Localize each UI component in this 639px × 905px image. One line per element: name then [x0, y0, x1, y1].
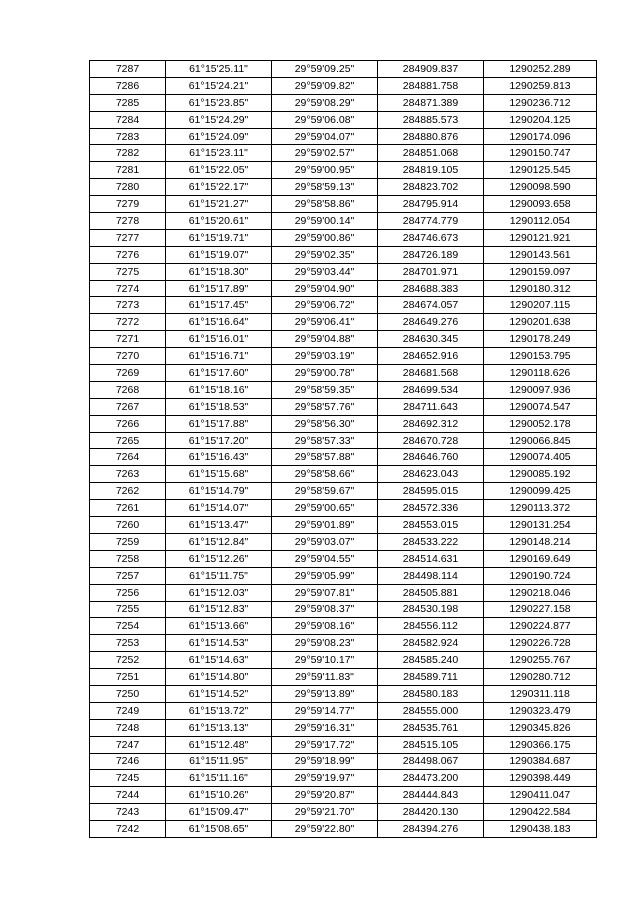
- latitude-cell: 61°15'12.84": [166, 533, 272, 550]
- longitude-cell: 29°59'04.07": [272, 128, 378, 145]
- point-id-cell: 7251: [90, 669, 166, 686]
- point-id-cell: 7266: [90, 415, 166, 432]
- y-coordinate-cell: 1290153.795: [484, 348, 597, 365]
- point-id-cell: 7278: [90, 213, 166, 230]
- y-coordinate-cell: 1290190.724: [484, 567, 597, 584]
- longitude-cell: 29°59'08.29": [272, 94, 378, 111]
- x-coordinate-cell: 284885.573: [378, 111, 484, 128]
- x-coordinate-cell: 284394.276: [378, 821, 484, 838]
- x-coordinate-cell: 284630.345: [378, 331, 484, 348]
- x-coordinate-cell: 284515.105: [378, 736, 484, 753]
- table-row: [90, 466, 597, 483]
- point-id-cell: 7264: [90, 449, 166, 466]
- table-row: [90, 804, 597, 821]
- y-coordinate-cell: 1290207.115: [484, 297, 597, 314]
- latitude-cell: 61°15'25.11": [166, 61, 272, 78]
- latitude-cell: 61°15'18.53": [166, 398, 272, 415]
- table-row: [90, 618, 597, 635]
- table-row: [90, 584, 597, 601]
- x-coordinate-cell: 284688.383: [378, 280, 484, 297]
- latitude-cell: 61°15'13.72": [166, 702, 272, 719]
- longitude-cell: 29°58'57.88": [272, 449, 378, 466]
- latitude-cell: 61°15'19.71": [166, 229, 272, 246]
- x-coordinate-cell: 284701.971: [378, 263, 484, 280]
- point-id-cell: 7276: [90, 246, 166, 263]
- point-id-cell: 7263: [90, 466, 166, 483]
- longitude-cell: 29°59'20.87": [272, 787, 378, 804]
- latitude-cell: 61°15'14.07": [166, 500, 272, 517]
- table-row: [90, 550, 597, 567]
- point-id-cell: 7274: [90, 280, 166, 297]
- latitude-cell: 61°15'12.03": [166, 584, 272, 601]
- y-coordinate-cell: 1290384.687: [484, 753, 597, 770]
- latitude-cell: 61°15'17.45": [166, 297, 272, 314]
- coordinates-table-body: [90, 61, 597, 838]
- y-coordinate-cell: 1290280.712: [484, 669, 597, 686]
- y-coordinate-cell: 1290236.712: [484, 94, 597, 111]
- longitude-cell: 29°58'59.67": [272, 483, 378, 500]
- longitude-cell: 29°59'03.44": [272, 263, 378, 280]
- latitude-cell: 61°15'12.26": [166, 550, 272, 567]
- y-coordinate-cell: 1290121.921: [484, 229, 597, 246]
- x-coordinate-cell: 284498.067: [378, 753, 484, 770]
- longitude-cell: 29°59'00.86": [272, 229, 378, 246]
- table-row: [90, 787, 597, 804]
- y-coordinate-cell: 1290118.626: [484, 365, 597, 382]
- latitude-cell: 61°15'15.68": [166, 466, 272, 483]
- y-coordinate-cell: 1290323.479: [484, 702, 597, 719]
- y-coordinate-cell: 1290093.658: [484, 196, 597, 213]
- point-id-cell: 7262: [90, 483, 166, 500]
- longitude-cell: 29°59'11.83": [272, 669, 378, 686]
- table-row: [90, 77, 597, 94]
- latitude-cell: 61°15'14.53": [166, 635, 272, 652]
- table-row: [90, 111, 597, 128]
- x-coordinate-cell: 284582.924: [378, 635, 484, 652]
- latitude-cell: 61°15'22.05": [166, 162, 272, 179]
- y-coordinate-cell: 1290422.584: [484, 804, 597, 821]
- latitude-cell: 61°15'21.27": [166, 196, 272, 213]
- latitude-cell: 61°15'14.80": [166, 669, 272, 686]
- y-coordinate-cell: 1290074.405: [484, 449, 597, 466]
- latitude-cell: 61°15'23.11": [166, 145, 272, 162]
- x-coordinate-cell: 284649.276: [378, 314, 484, 331]
- latitude-cell: 61°15'22.17": [166, 179, 272, 196]
- y-coordinate-cell: 1290345.826: [484, 719, 597, 736]
- point-id-cell: 7244: [90, 787, 166, 804]
- x-coordinate-cell: 284795.914: [378, 196, 484, 213]
- point-id-cell: 7256: [90, 584, 166, 601]
- longitude-cell: 29°59'00.14": [272, 213, 378, 230]
- table-row: [90, 128, 597, 145]
- x-coordinate-cell: 284420.130: [378, 804, 484, 821]
- y-coordinate-cell: 1290099.425: [484, 483, 597, 500]
- table-row: [90, 213, 597, 230]
- x-coordinate-cell: 284774.779: [378, 213, 484, 230]
- latitude-cell: 61°15'14.79": [166, 483, 272, 500]
- longitude-cell: 29°59'09.25": [272, 61, 378, 78]
- longitude-cell: 29°58'58.66": [272, 466, 378, 483]
- x-coordinate-cell: 284555.000: [378, 702, 484, 719]
- x-coordinate-cell: 284652.916: [378, 348, 484, 365]
- table-row: [90, 179, 597, 196]
- latitude-cell: 61°15'16.43": [166, 449, 272, 466]
- x-coordinate-cell: 284444.843: [378, 787, 484, 804]
- longitude-cell: 29°59'02.57": [272, 145, 378, 162]
- latitude-cell: 61°15'13.47": [166, 517, 272, 534]
- point-id-cell: 7265: [90, 432, 166, 449]
- x-coordinate-cell: 284473.200: [378, 770, 484, 787]
- y-coordinate-cell: 1290169.649: [484, 550, 597, 567]
- y-coordinate-cell: 1290411.047: [484, 787, 597, 804]
- table-row: [90, 821, 597, 838]
- table-row: [90, 483, 597, 500]
- x-coordinate-cell: 284819.105: [378, 162, 484, 179]
- point-id-cell: 7280: [90, 179, 166, 196]
- longitude-cell: 29°59'14.77": [272, 702, 378, 719]
- coordinates-table: [89, 60, 597, 838]
- latitude-cell: 61°15'14.52": [166, 685, 272, 702]
- x-coordinate-cell: 284871.389: [378, 94, 484, 111]
- latitude-cell: 61°15'17.20": [166, 432, 272, 449]
- longitude-cell: 29°58'57.76": [272, 398, 378, 415]
- latitude-cell: 61°15'23.85": [166, 94, 272, 111]
- x-coordinate-cell: 284498.114: [378, 567, 484, 584]
- longitude-cell: 29°58'58.86": [272, 196, 378, 213]
- x-coordinate-cell: 284589.711: [378, 669, 484, 686]
- y-coordinate-cell: 1290227.158: [484, 601, 597, 618]
- table-row: [90, 770, 597, 787]
- x-coordinate-cell: 284553.015: [378, 517, 484, 534]
- table-row: [90, 415, 597, 432]
- longitude-cell: 29°59'22.80": [272, 821, 378, 838]
- table-row: [90, 601, 597, 618]
- x-coordinate-cell: 284535.761: [378, 719, 484, 736]
- latitude-cell: 61°15'24.21": [166, 77, 272, 94]
- y-coordinate-cell: 1290098.590: [484, 179, 597, 196]
- table-row: [90, 246, 597, 263]
- point-id-cell: 7287: [90, 61, 166, 78]
- longitude-cell: 29°59'03.19": [272, 348, 378, 365]
- longitude-cell: 29°59'21.70": [272, 804, 378, 821]
- latitude-cell: 61°15'24.09": [166, 128, 272, 145]
- x-coordinate-cell: 284514.631: [378, 550, 484, 567]
- longitude-cell: 29°59'19.97": [272, 770, 378, 787]
- longitude-cell: 29°59'06.72": [272, 297, 378, 314]
- table-row: [90, 280, 597, 297]
- table-row: [90, 500, 597, 517]
- longitude-cell: 29°59'13.89": [272, 685, 378, 702]
- table-row: [90, 61, 597, 78]
- point-id-cell: 7250: [90, 685, 166, 702]
- x-coordinate-cell: 284880.876: [378, 128, 484, 145]
- y-coordinate-cell: 1290112.054: [484, 213, 597, 230]
- y-coordinate-cell: 1290252.289: [484, 61, 597, 78]
- longitude-cell: 29°59'16.31": [272, 719, 378, 736]
- table-row: [90, 398, 597, 415]
- longitude-cell: 29°59'08.23": [272, 635, 378, 652]
- latitude-cell: 61°15'19.07": [166, 246, 272, 263]
- latitude-cell: 61°15'12.83": [166, 601, 272, 618]
- x-coordinate-cell: 284851.068: [378, 145, 484, 162]
- y-coordinate-cell: 1290311.118: [484, 685, 597, 702]
- y-coordinate-cell: 1290180.312: [484, 280, 597, 297]
- x-coordinate-cell: 284674.057: [378, 297, 484, 314]
- point-id-cell: 7252: [90, 652, 166, 669]
- point-id-cell: 7277: [90, 229, 166, 246]
- y-coordinate-cell: 1290259.813: [484, 77, 597, 94]
- latitude-cell: 61°15'17.89": [166, 280, 272, 297]
- y-coordinate-cell: 1290125.545: [484, 162, 597, 179]
- point-id-cell: 7281: [90, 162, 166, 179]
- point-id-cell: 7254: [90, 618, 166, 635]
- x-coordinate-cell: 284670.728: [378, 432, 484, 449]
- longitude-cell: 29°59'03.07": [272, 533, 378, 550]
- point-id-cell: 7253: [90, 635, 166, 652]
- latitude-cell: 61°15'20.61": [166, 213, 272, 230]
- longitude-cell: 29°59'10.17": [272, 652, 378, 669]
- longitude-cell: 29°59'06.41": [272, 314, 378, 331]
- longitude-cell: 29°59'08.16": [272, 618, 378, 635]
- longitude-cell: 29°58'57.33": [272, 432, 378, 449]
- point-id-cell: 7247: [90, 736, 166, 753]
- longitude-cell: 29°59'04.55": [272, 550, 378, 567]
- latitude-cell: 61°15'17.60": [166, 365, 272, 382]
- y-coordinate-cell: 1290201.638: [484, 314, 597, 331]
- x-coordinate-cell: 284556.112: [378, 618, 484, 635]
- latitude-cell: 61°15'16.64": [166, 314, 272, 331]
- point-id-cell: 7248: [90, 719, 166, 736]
- y-coordinate-cell: 1290398.449: [484, 770, 597, 787]
- point-id-cell: 7245: [90, 770, 166, 787]
- point-id-cell: 7269: [90, 365, 166, 382]
- table-row: [90, 381, 597, 398]
- y-coordinate-cell: 1290113.372: [484, 500, 597, 517]
- point-id-cell: 7243: [90, 804, 166, 821]
- longitude-cell: 29°59'05.99": [272, 567, 378, 584]
- point-id-cell: 7261: [90, 500, 166, 517]
- y-coordinate-cell: 1290085.192: [484, 466, 597, 483]
- point-id-cell: 7258: [90, 550, 166, 567]
- y-coordinate-cell: 1290131.254: [484, 517, 597, 534]
- table-row: [90, 753, 597, 770]
- point-id-cell: 7271: [90, 331, 166, 348]
- table-row: [90, 297, 597, 314]
- x-coordinate-cell: 284530.198: [378, 601, 484, 618]
- longitude-cell: 29°59'02.35": [272, 246, 378, 263]
- y-coordinate-cell: 1290218.046: [484, 584, 597, 601]
- y-coordinate-cell: 1290366.175: [484, 736, 597, 753]
- y-coordinate-cell: 1290178.249: [484, 331, 597, 348]
- table-row: [90, 533, 597, 550]
- point-id-cell: 7273: [90, 297, 166, 314]
- table-row: [90, 162, 597, 179]
- y-coordinate-cell: 1290066.845: [484, 432, 597, 449]
- table-row: [90, 669, 597, 686]
- latitude-cell: 61°15'18.16": [166, 381, 272, 398]
- longitude-cell: 29°59'00.65": [272, 500, 378, 517]
- x-coordinate-cell: 284646.760: [378, 449, 484, 466]
- table-row: [90, 331, 597, 348]
- x-coordinate-cell: 284533.222: [378, 533, 484, 550]
- latitude-cell: 61°15'12.48": [166, 736, 272, 753]
- longitude-cell: 29°58'59.35": [272, 381, 378, 398]
- table-row: [90, 567, 597, 584]
- latitude-cell: 61°15'11.16": [166, 770, 272, 787]
- table-row: [90, 702, 597, 719]
- latitude-cell: 61°15'10.26": [166, 787, 272, 804]
- y-coordinate-cell: 1290097.936: [484, 381, 597, 398]
- table-row: [90, 348, 597, 365]
- x-coordinate-cell: 284580.183: [378, 685, 484, 702]
- latitude-cell: 61°15'16.71": [166, 348, 272, 365]
- point-id-cell: 7275: [90, 263, 166, 280]
- longitude-cell: 29°59'04.88": [272, 331, 378, 348]
- point-id-cell: 7286: [90, 77, 166, 94]
- point-id-cell: 7249: [90, 702, 166, 719]
- table-row: [90, 314, 597, 331]
- table-row: [90, 94, 597, 111]
- x-coordinate-cell: 284692.312: [378, 415, 484, 432]
- y-coordinate-cell: 1290150.747: [484, 145, 597, 162]
- longitude-cell: 29°59'00.95": [272, 162, 378, 179]
- latitude-cell: 61°15'18.30": [166, 263, 272, 280]
- latitude-cell: 61°15'11.75": [166, 567, 272, 584]
- latitude-cell: 61°15'17.88": [166, 415, 272, 432]
- table-row: [90, 263, 597, 280]
- latitude-cell: 61°15'13.13": [166, 719, 272, 736]
- point-id-cell: 7272: [90, 314, 166, 331]
- y-coordinate-cell: 1290052.178: [484, 415, 597, 432]
- x-coordinate-cell: 284909.837: [378, 61, 484, 78]
- longitude-cell: 29°59'07.81": [272, 584, 378, 601]
- x-coordinate-cell: 284699.534: [378, 381, 484, 398]
- table-row: [90, 736, 597, 753]
- x-coordinate-cell: 284881.758: [378, 77, 484, 94]
- table-row: [90, 196, 597, 213]
- point-id-cell: 7255: [90, 601, 166, 618]
- x-coordinate-cell: 284585.240: [378, 652, 484, 669]
- point-id-cell: 7285: [90, 94, 166, 111]
- point-id-cell: 7246: [90, 753, 166, 770]
- table-row: [90, 517, 597, 534]
- latitude-cell: 61°15'13.66": [166, 618, 272, 635]
- latitude-cell: 61°15'11.95": [166, 753, 272, 770]
- table-row: [90, 432, 597, 449]
- point-id-cell: 7279: [90, 196, 166, 213]
- longitude-cell: 29°58'56.30": [272, 415, 378, 432]
- table-row: [90, 449, 597, 466]
- x-coordinate-cell: 284681.568: [378, 365, 484, 382]
- table-row: [90, 685, 597, 702]
- point-id-cell: 7267: [90, 398, 166, 415]
- longitude-cell: 29°59'18.99": [272, 753, 378, 770]
- x-coordinate-cell: 284623.043: [378, 466, 484, 483]
- longitude-cell: 29°59'01.89": [272, 517, 378, 534]
- table-row: [90, 229, 597, 246]
- latitude-cell: 61°15'09.47": [166, 804, 272, 821]
- x-coordinate-cell: 284746.673: [378, 229, 484, 246]
- longitude-cell: 29°59'08.37": [272, 601, 378, 618]
- x-coordinate-cell: 284726.189: [378, 246, 484, 263]
- table-row: [90, 365, 597, 382]
- y-coordinate-cell: 1290148.214: [484, 533, 597, 550]
- x-coordinate-cell: 284711.643: [378, 398, 484, 415]
- point-id-cell: 7284: [90, 111, 166, 128]
- x-coordinate-cell: 284572.336: [378, 500, 484, 517]
- y-coordinate-cell: 1290255.767: [484, 652, 597, 669]
- point-id-cell: 7260: [90, 517, 166, 534]
- point-id-cell: 7270: [90, 348, 166, 365]
- longitude-cell: 29°58'59.13": [272, 179, 378, 196]
- longitude-cell: 29°59'09.82": [272, 77, 378, 94]
- point-id-cell: 7259: [90, 533, 166, 550]
- point-id-cell: 7257: [90, 567, 166, 584]
- x-coordinate-cell: 284505.881: [378, 584, 484, 601]
- y-coordinate-cell: 1290159.097: [484, 263, 597, 280]
- latitude-cell: 61°15'08.65": [166, 821, 272, 838]
- latitude-cell: 61°15'14.63": [166, 652, 272, 669]
- point-id-cell: 7268: [90, 381, 166, 398]
- point-id-cell: 7283: [90, 128, 166, 145]
- table-row: [90, 145, 597, 162]
- y-coordinate-cell: 1290438.183: [484, 821, 597, 838]
- table-row: [90, 652, 597, 669]
- point-id-cell: 7242: [90, 821, 166, 838]
- y-coordinate-cell: 1290204.125: [484, 111, 597, 128]
- longitude-cell: 29°59'00.78": [272, 365, 378, 382]
- latitude-cell: 61°15'16.01": [166, 331, 272, 348]
- y-coordinate-cell: 1290074.547: [484, 398, 597, 415]
- y-coordinate-cell: 1290226.728: [484, 635, 597, 652]
- latitude-cell: 61°15'24.29": [166, 111, 272, 128]
- x-coordinate-cell: 284823.702: [378, 179, 484, 196]
- longitude-cell: 29°59'17.72": [272, 736, 378, 753]
- table-row: [90, 635, 597, 652]
- point-id-cell: 7282: [90, 145, 166, 162]
- y-coordinate-cell: 1290224.877: [484, 618, 597, 635]
- y-coordinate-cell: 1290174.096: [484, 128, 597, 145]
- x-coordinate-cell: 284595.015: [378, 483, 484, 500]
- y-coordinate-cell: 1290143.561: [484, 246, 597, 263]
- longitude-cell: 29°59'06.08": [272, 111, 378, 128]
- table-row: [90, 719, 597, 736]
- longitude-cell: 29°59'04.90": [272, 280, 378, 297]
